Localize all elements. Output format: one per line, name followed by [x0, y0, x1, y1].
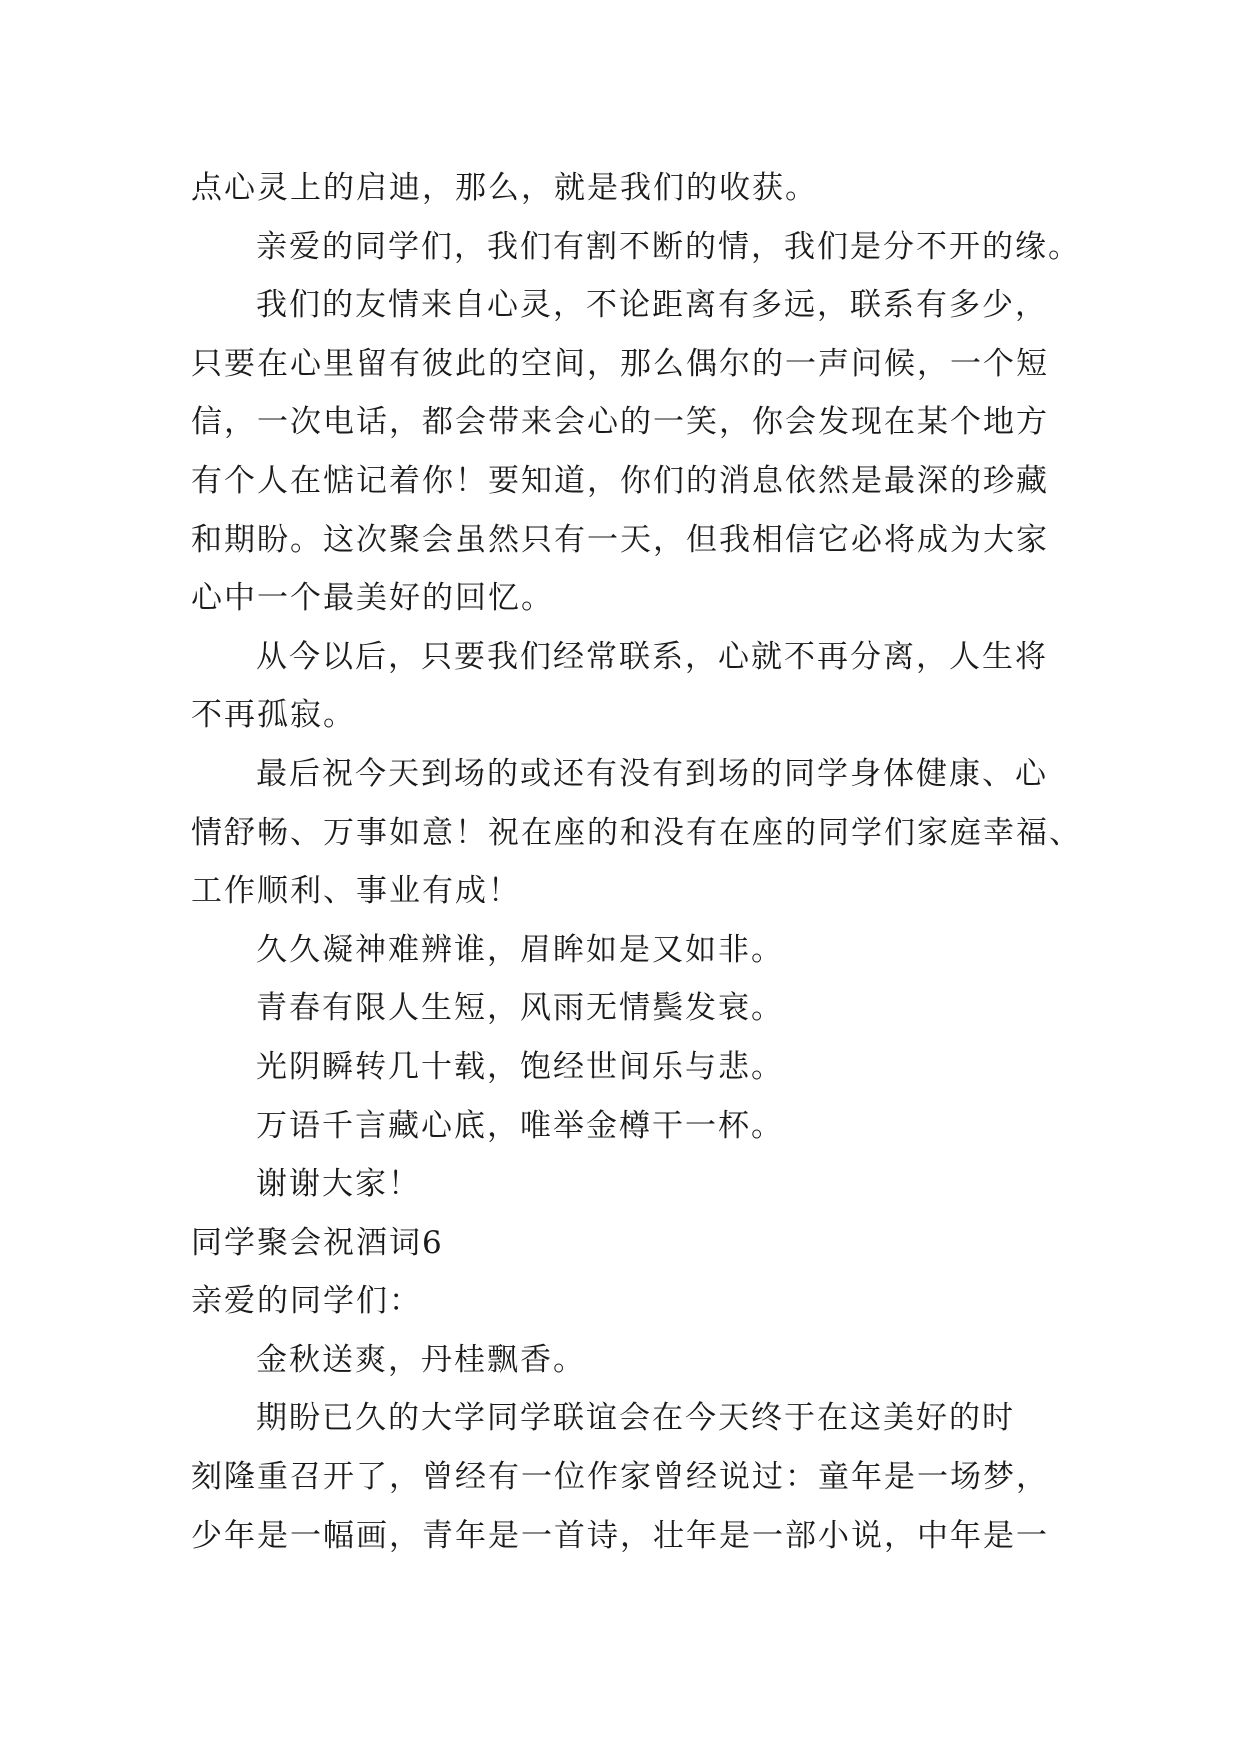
text-line: 刻隆重召开了，曾经有一位作家曾经说过：童年是一场梦， [191, 1459, 1049, 1496]
text-line: 只要在心里留有彼此的空间，那么偶尔的一声问候，一个短 [191, 345, 1049, 382]
text-line: 不再孤寂。 [191, 697, 356, 734]
document-body [191, 159, 1082, 1565]
text-line: 我们的友情来自心灵，不论距离有多远，联系有多少， [256, 287, 1048, 324]
text-line: 有个人在惦记着你！要知道，你们的消息依然是最深的珍藏 [191, 462, 1049, 499]
text-line: 期盼已久的大学同学联谊会在今天终于在这美好的时 [256, 1400, 1015, 1437]
text-line: 情舒畅、万事如意！祝在座的和没有在座的同学们家庭幸福、 [191, 814, 1082, 851]
text-line: 和期盼。这次聚会虽然只有一天，但我相信它必将成为大家 [191, 521, 1049, 558]
text-line: 点心灵上的启迪，那么，就是我们的收获。 [191, 170, 818, 206]
text-line: 最后祝今天到场的或还有没有到场的同学身体健康、心 [256, 755, 1048, 792]
text-line: 工作顺利、事业有成！ [191, 873, 521, 910]
text-line: 心中一个最美好的回忆。 [191, 580, 554, 617]
poem-line: 青春有限人生短，风雨无情鬓发衰。 [256, 990, 784, 1027]
text-line: 亲爱的同学们，我们有割不断的情，我们是分不开的缘。 [256, 228, 1081, 265]
text-line: 从今以后，只要我们经常联系，心就不再分离，人生将 [256, 638, 1048, 675]
text-line: 信，一次电话，都会带来会心的一笑，你会发现在某个地方 [191, 404, 1049, 441]
text-line: 谢谢大家！ [256, 1166, 421, 1203]
section-heading: 同学聚会祝酒词6 [191, 1224, 444, 1261]
text-line: 少年是一幅画，青年是一首诗，壮年是一部小说，中年是一 [191, 1517, 1049, 1554]
poem-line: 光阴瞬转几十载，饱经世间乐与悲。 [256, 1048, 784, 1085]
text-line: 金秋送爽，丹桂飘香。 [256, 1341, 586, 1378]
salutation: 亲爱的同学们： [191, 1283, 422, 1320]
poem-line: 万语千言藏心底，唯举金樽干一杯。 [256, 1107, 784, 1144]
poem-line: 久久凝神难辨谁，眉眸如是又如非。 [256, 931, 784, 968]
